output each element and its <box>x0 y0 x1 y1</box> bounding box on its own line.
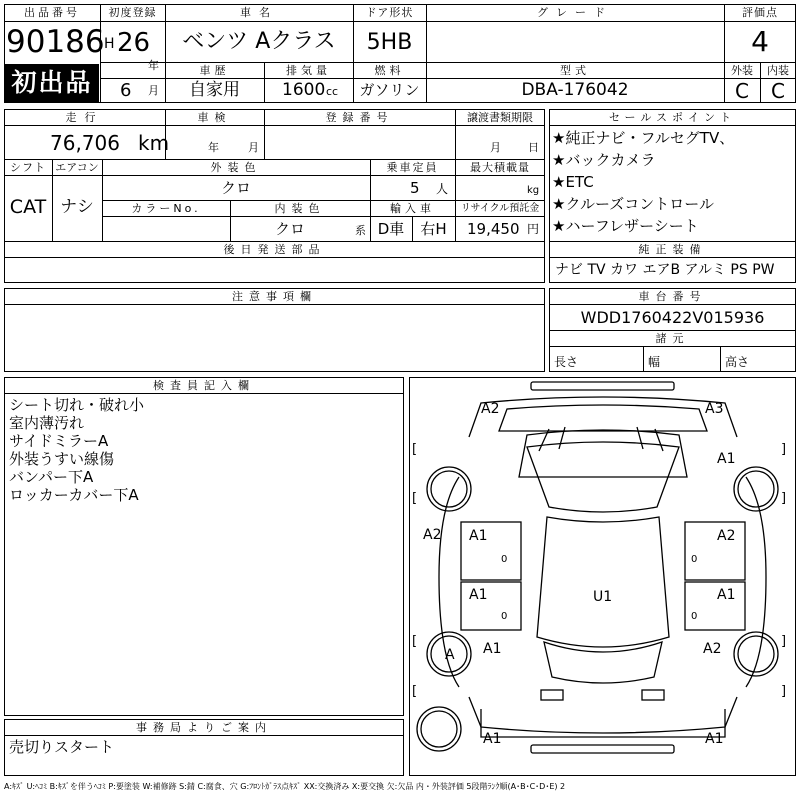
office-label: 事務局よりご案内 <box>136 721 272 734</box>
legend: A:ｷｽﾞ U:ﾍｺﾐ B:ｷｽﾞを伴うﾍｺﾐ P:要塗装 W:補修跡 S:錆 C:腐食、穴 G:ﾌﾛﾝﾄｶﾞﾗｽ点ｷｽﾞ XX:交換済み X:要交換 欠:欠品 内・外装評価 5段階ﾗﾝｸ順(A･B･C･D･E) 2 <box>4 782 566 791</box>
aircon-label: エアコン <box>55 161 99 174</box>
chassis-number: WDD1760422V015936 <box>580 308 765 327</box>
capacity-label: 乗車定員 <box>386 161 439 174</box>
max-load-label: 最大積載量 <box>470 161 530 174</box>
mileage: 76,706 <box>50 131 120 155</box>
inspector-line: シート切れ・破れ小 <box>9 396 145 414</box>
transfer-label: 譲渡書類期限 <box>467 111 533 124</box>
inspection-year-unit: 年 <box>208 141 219 154</box>
damage-mark: A1 <box>717 587 736 603</box>
model-label: 型式 <box>560 64 590 77</box>
damage-mark: A1 <box>717 451 736 467</box>
sales-point-item: ★純正ナビ・フルセグTV、 <box>552 129 735 147</box>
year-unit: 年 <box>148 59 159 72</box>
fuel-label: 燃料 <box>374 64 405 77</box>
inspector-line: 室内薄汚れ <box>9 414 85 432</box>
max-load-unit: kg <box>527 185 540 196</box>
inspector-lines <box>9 396 144 504</box>
office-value: 売切りスタート <box>9 738 115 756</box>
sales-points-list <box>552 127 794 237</box>
month: 6 <box>120 80 132 101</box>
bracket-mark: [ <box>412 684 418 699</box>
mileage-label: 走行 <box>65 111 104 124</box>
bracket-mark: [ <box>412 634 418 649</box>
inspection-label: 車検 <box>197 111 232 124</box>
recycle-unit: 円 <box>527 222 540 236</box>
sales-point-item: ★ハーフレザーシート <box>552 217 699 235</box>
bracket-mark: ] <box>781 684 787 699</box>
ext-color: クロ <box>220 179 251 197</box>
recycle-label: リサイクル預託金 <box>460 203 540 214</box>
interior-grade: C <box>771 79 785 103</box>
int-color-label: 内装色 <box>274 202 326 215</box>
first-listing-text: 初出品 <box>11 68 93 97</box>
damage-mark: A <box>445 647 455 663</box>
damage-mark: A2 <box>703 641 722 657</box>
fuel: ガソリン <box>359 81 420 99</box>
capacity-unit: 人 <box>436 182 449 196</box>
rear-right-tire <box>734 632 778 676</box>
exterior-label: 外装 <box>731 64 753 77</box>
front-right-tire <box>734 467 778 511</box>
windshield-shape <box>519 430 687 477</box>
displacement-label: 排気量 <box>286 64 331 77</box>
inspector-line: 外装うすい線傷 <box>9 450 115 468</box>
front-bumper-shape <box>531 382 674 390</box>
import-label: 輸入車 <box>390 202 435 215</box>
score-label: 評価点 <box>742 6 778 19</box>
mileage-unit: km <box>138 131 170 155</box>
int-color-unit: 系 <box>355 224 366 237</box>
dims-label: 諸元 <box>655 332 690 345</box>
transfer-day-unit: 日 <box>528 141 539 154</box>
damage-mark: A2 <box>717 528 736 544</box>
zero-mark: 0 <box>501 554 508 565</box>
score: 4 <box>751 25 769 58</box>
history-label: 車歴 <box>199 64 230 77</box>
ext-color-label: 外装色 <box>210 161 262 174</box>
recycle: 19,450 <box>467 220 520 238</box>
genuine-equipment: ナビ TV カワ エアB アルミ PS PW <box>555 262 775 278</box>
displacement: 1600 <box>282 80 326 100</box>
interior-label: 内装 <box>767 64 789 77</box>
capacity: 5 <box>410 179 420 197</box>
later-parts-label: 後日発送部品 <box>223 243 326 256</box>
cabin-shape <box>537 517 669 647</box>
month-unit: 月 <box>148 84 159 97</box>
sales-points-label: セールスポイント <box>608 111 736 124</box>
damage-mark: A2 <box>423 527 442 543</box>
length-label: 長さ <box>554 355 579 369</box>
shift: CAT <box>9 196 47 218</box>
bracket-mark: ] <box>781 442 787 457</box>
rear-window-shape <box>544 642 662 683</box>
year: 26 <box>117 28 151 58</box>
lot-number: 90186 <box>6 24 105 60</box>
damage-mark: A1 <box>705 731 724 747</box>
first-reg-label: 初度登録 <box>108 6 157 19</box>
sales-point-item: ★クルーズコントロール <box>552 195 714 213</box>
door: 5HB <box>366 30 413 55</box>
right-front-door-shape <box>685 522 745 580</box>
shift-label: シフト <box>10 161 46 174</box>
inspector-label: 検査員記入欄 <box>153 379 255 392</box>
grade-label: グレード <box>537 6 613 19</box>
damage-mark: A1 <box>469 528 488 544</box>
era: H <box>104 36 115 52</box>
damage-mark: A1 <box>469 587 488 603</box>
transfer-month-unit: 月 <box>490 141 501 154</box>
damage-mark: A1 <box>483 641 502 657</box>
inspector-line: バンパー下A <box>9 468 94 486</box>
int-color: クロ <box>274 220 305 238</box>
bracket-mark: [ <box>412 442 418 457</box>
inspector-line: サイドミラーA <box>9 432 109 450</box>
registration-label: 登録番号 <box>325 111 394 124</box>
rear-body-shape <box>469 697 737 733</box>
bracket-mark: ] <box>781 491 787 506</box>
zero-mark: 0 <box>691 611 698 622</box>
genuine-label: 純正装備 <box>638 243 707 256</box>
car-name: ベンツ Aクラス <box>182 29 336 54</box>
inspector-line: ロッカーカバー下A <box>9 486 139 504</box>
inspection-month-unit: 月 <box>248 141 259 154</box>
handle: 右H <box>420 220 447 238</box>
damage-mark: A3 <box>705 401 724 417</box>
spare-tire <box>417 707 461 751</box>
damage-mark: A2 <box>481 401 500 417</box>
car-name-label: 車名 <box>240 6 278 19</box>
bracket-mark: ] <box>781 634 787 649</box>
notes-label: 注意事項欄 <box>232 290 317 303</box>
lot-label: 出品番号 <box>24 6 80 19</box>
history: 自家用 <box>189 80 240 100</box>
height-label: 高さ <box>725 355 750 369</box>
zero-mark: 0 <box>691 554 698 565</box>
import-dealer: D車 <box>377 220 405 238</box>
bracket-mark: [ <box>412 491 418 506</box>
aircon: ナシ <box>60 197 94 217</box>
model: DBA-176042 <box>521 80 629 100</box>
displacement-unit: cc <box>326 85 339 98</box>
zero-mark: 0 <box>501 611 508 622</box>
right-rear-door-shape <box>685 582 745 630</box>
chassis-label: 車台番号 <box>638 290 707 303</box>
car-diagram <box>409 377 796 776</box>
width-label: 幅 <box>648 355 661 369</box>
damage-mark: A1 <box>483 731 502 747</box>
color-no-label: カラーNo. <box>131 202 201 215</box>
exterior-grade: C <box>735 79 749 103</box>
front-left-tire <box>427 467 471 511</box>
sales-point-item: ★バックカメラ <box>552 151 656 169</box>
door-label: ドア形状 <box>365 6 414 19</box>
damage-mark: U1 <box>593 589 613 605</box>
sales-point-item: ★ETC <box>552 173 594 191</box>
